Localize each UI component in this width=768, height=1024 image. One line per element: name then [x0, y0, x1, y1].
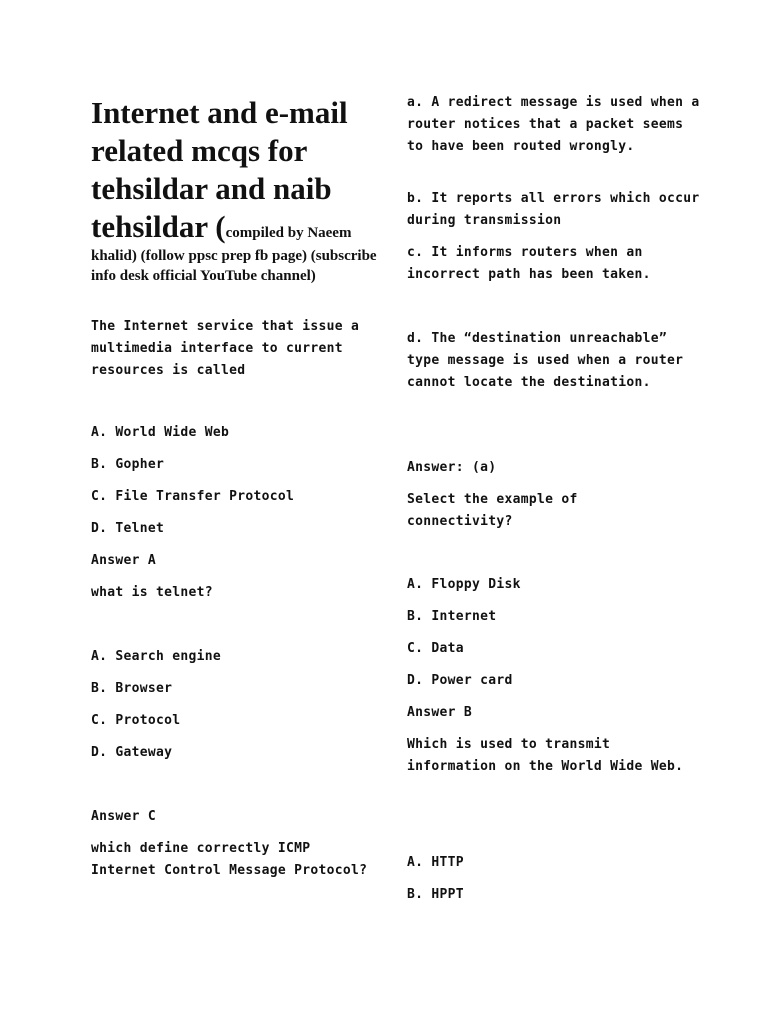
question-2-option-c: C. Protocol — [91, 713, 181, 728]
title-credit: compiled by Naeem — [225, 225, 352, 241]
question-3-option-a: a. A redirect message is used when a router notices that a packet seems to have been routed wrongly. — [407, 95, 700, 154]
question-5-option-a: A. HTTP — [407, 855, 464, 870]
document-title — [91, 94, 381, 252]
question-2-answer: Answer C — [91, 809, 157, 824]
question-3-option-c: c. It informs routers when an incorrect path has been taken. — [407, 245, 651, 282]
question-4-option-d: D. Power card — [407, 673, 513, 688]
question-5-text: Which is used to transmit information on the World Wide Web. — [407, 737, 684, 774]
question-3-answer: Answer: (a) — [407, 460, 497, 475]
question-1-option-d: D. Telnet — [91, 521, 165, 536]
question-1-text: The Internet service that issue a multimedia interface to current resources is called — [91, 319, 360, 378]
question-2-text: what is telnet? — [91, 585, 213, 600]
question-4-answer: Answer B — [407, 705, 473, 720]
question-1-option-c: C. File Transfer Protocol — [91, 489, 295, 504]
question-2-option-d: D. Gateway — [91, 745, 173, 760]
question-3-option-b: b. It reports all errors which occur during transmission — [407, 191, 700, 228]
question-1-answer: Answer A — [91, 553, 157, 568]
question-4-option-c: C. Data — [407, 641, 464, 656]
question-3-text: which define correctly ICMP Internet Control Message Protocol? — [91, 841, 368, 878]
question-2-option-a: A. Search engine — [91, 649, 222, 664]
document-subtitle: khalid) (follow ppsc prep fb page) (subscribe info desk official YouTube channel) — [91, 248, 377, 284]
question-4-option-a: A. Floppy Disk — [407, 577, 521, 592]
question-1-option-b: B. Gopher — [91, 457, 165, 472]
title-main: Internet and e-mail related mcqs for tehsildar and naib tehsildar ( — [91, 95, 348, 244]
question-1-option-a: A. World Wide Web — [91, 425, 230, 440]
question-4-text: Select the example of connectivity? — [407, 492, 578, 529]
question-2-option-b: B. Browser — [91, 681, 173, 696]
question-5-option-b: B. HPPT — [407, 887, 464, 902]
question-4-option-b: B. Internet — [407, 609, 497, 624]
question-3-option-d: d. The “destination unreachable” type message is used when a router cannot locate the destination. — [407, 331, 684, 390]
